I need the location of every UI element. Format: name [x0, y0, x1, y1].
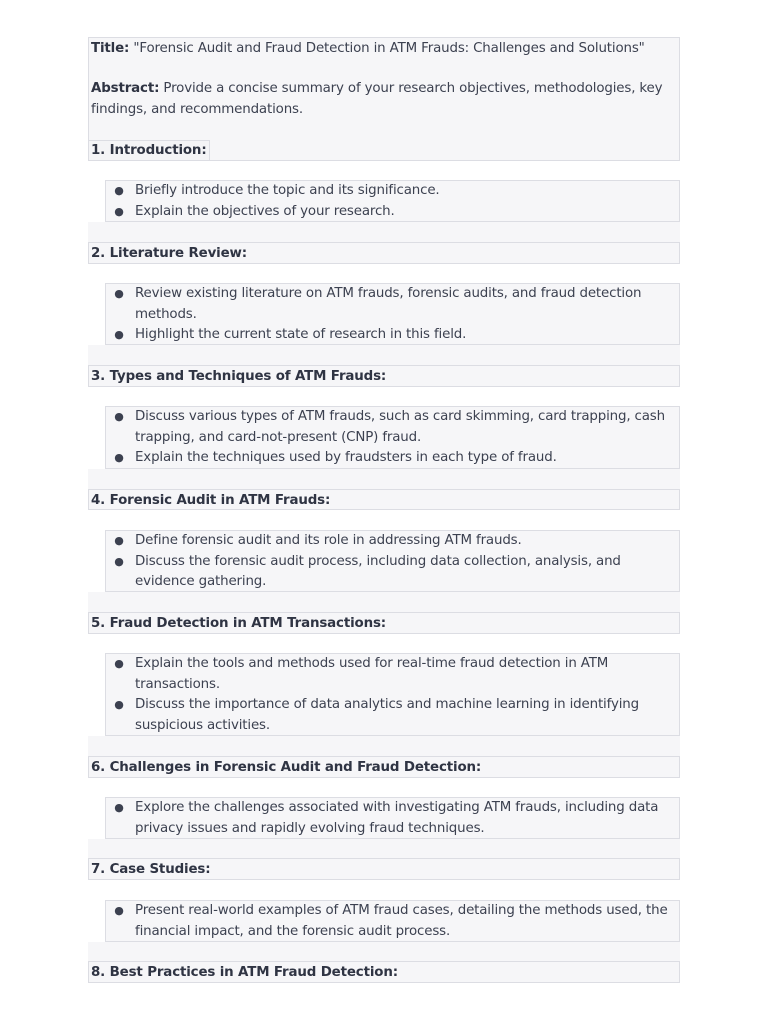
section-3-heading-row: [88, 365, 680, 387]
spacer: [88, 736, 680, 756]
list-item: [106, 284, 675, 325]
section-5-heading-row: [88, 612, 680, 634]
list-item-text: Explore the challenges associated with investigating ATM frauds, including data: [135, 800, 659, 815]
section-6-heading-row: [88, 756, 680, 778]
section-8-heading-row: [88, 961, 680, 983]
abstract-text-1: Provide a concise summary of your research objectives, methodologies, key: [159, 81, 663, 96]
bullet-icon: ●: [114, 287, 124, 300]
list-item-text: Briefly introduce the topic and its significance.: [135, 183, 440, 198]
list-item-text: Discuss the importance of data analytics and machine learning in identifying: [135, 697, 639, 712]
spacer: [88, 942, 680, 962]
list-item: [106, 531, 675, 552]
list-item: [106, 202, 675, 223]
list-item: [106, 325, 675, 346]
list-item-text: Define forensic audit and its role in addressing ATM frauds.: [135, 533, 522, 548]
bullet-icon: ●: [114, 534, 124, 547]
abstract-line-1: [91, 78, 677, 99]
section-heading: 7. Case Studies:: [91, 862, 211, 877]
section-1-heading-row: [88, 140, 680, 161]
section-7-list: [105, 900, 680, 942]
list-item: [106, 181, 675, 202]
bullet-icon: ●: [114, 554, 124, 568]
abstract-label: Abstract:: [91, 81, 160, 96]
section-5-list: [105, 653, 680, 736]
list-item-text-cont: methods.: [135, 306, 197, 322]
section-6-list: [105, 797, 680, 839]
section-4-list: [105, 530, 680, 592]
list-item-text-cont: privacy issues and rapidly evolving fraud techniques.: [135, 820, 485, 836]
title-label: Title:: [91, 41, 130, 56]
list-item: [106, 407, 675, 448]
list-item: [106, 552, 675, 593]
section-7-heading-row: [88, 858, 680, 880]
bullet-icon: ●: [114, 904, 124, 917]
list-item-text: Discuss various types of ATM frauds, such as card skimming, card trapping, cash: [135, 409, 665, 424]
section-heading: 4. Forensic Audit in ATM Frauds:: [91, 493, 331, 508]
section-heading: 6. Challenges in Forensic Audit and Fraud Detection:: [91, 760, 482, 775]
list-item-text: Explain the objectives of your research.: [135, 203, 395, 219]
bullet-icon: ●: [114, 698, 124, 711]
section-heading: 3. Types and Techniques of ATM Frauds:: [91, 369, 387, 384]
bullet-icon: ●: [114, 657, 124, 670]
bullet-icon: ●: [114, 204, 124, 218]
title-line: [91, 38, 677, 59]
abstract-line-2: findings, and recommendations.: [91, 102, 303, 117]
section-1-list: [105, 180, 680, 222]
section-heading: 5. Fraud Detection in ATM Transactions:: [91, 616, 386, 631]
bullet-icon: ●: [114, 801, 124, 814]
list-item-text: Present real-world examples of ATM fraud cases, detailing the methods used, the: [135, 903, 668, 918]
section-4-heading-row: [88, 489, 680, 510]
title-text: "Forensic Audit and Fraud Detection in ATM Frauds: Challenges and Solutions": [133, 41, 645, 56]
list-item: [106, 798, 675, 839]
list-item-text: Explain the tools and methods used for real-time fraud detection in ATM: [135, 656, 609, 671]
list-item-text-cont: transactions.: [135, 676, 220, 692]
spacer: [88, 592, 680, 612]
bullet-icon: ●: [114, 328, 124, 341]
list-item: [106, 695, 675, 736]
list-item: [106, 448, 675, 469]
section-heading: 2. Literature Review:: [91, 246, 247, 261]
list-item: [106, 654, 675, 695]
section-heading: 8. Best Practices in ATM Fraud Detection:: [91, 965, 398, 980]
list-item-text: Highlight the current state of research in this field.: [135, 327, 467, 342]
spacer: [88, 345, 680, 365]
section-3-list: [105, 406, 680, 469]
bullet-icon: ●: [114, 184, 124, 197]
spacer: [88, 839, 680, 859]
list-item-text: Discuss the forensic audit process, including data collection, analysis, and: [135, 553, 621, 569]
list-item-text: Review existing literature on ATM frauds, forensic audits, and fraud detection: [135, 286, 642, 301]
list-item-text: Explain the techniques used by fraudsters in each type of fraud.: [135, 450, 557, 465]
list-item-text-cont: trapping, and card-not-present (CNP) fraud.: [135, 429, 422, 445]
spacer: [88, 469, 680, 489]
section-2-heading-row: [88, 242, 680, 264]
list-item-text-cont: suspicious activities.: [135, 717, 270, 733]
bullet-icon: ●: [114, 410, 124, 423]
list-item: [106, 901, 675, 942]
list-item-text-cont: financial impact, and the forensic audit process.: [135, 923, 451, 939]
section-2-list: [105, 283, 680, 345]
spacer: [88, 222, 680, 242]
section-heading: 1. Introduction:: [88, 140, 210, 160]
list-item-text-cont: evidence gathering.: [135, 574, 267, 589]
bullet-icon: ●: [114, 451, 124, 464]
